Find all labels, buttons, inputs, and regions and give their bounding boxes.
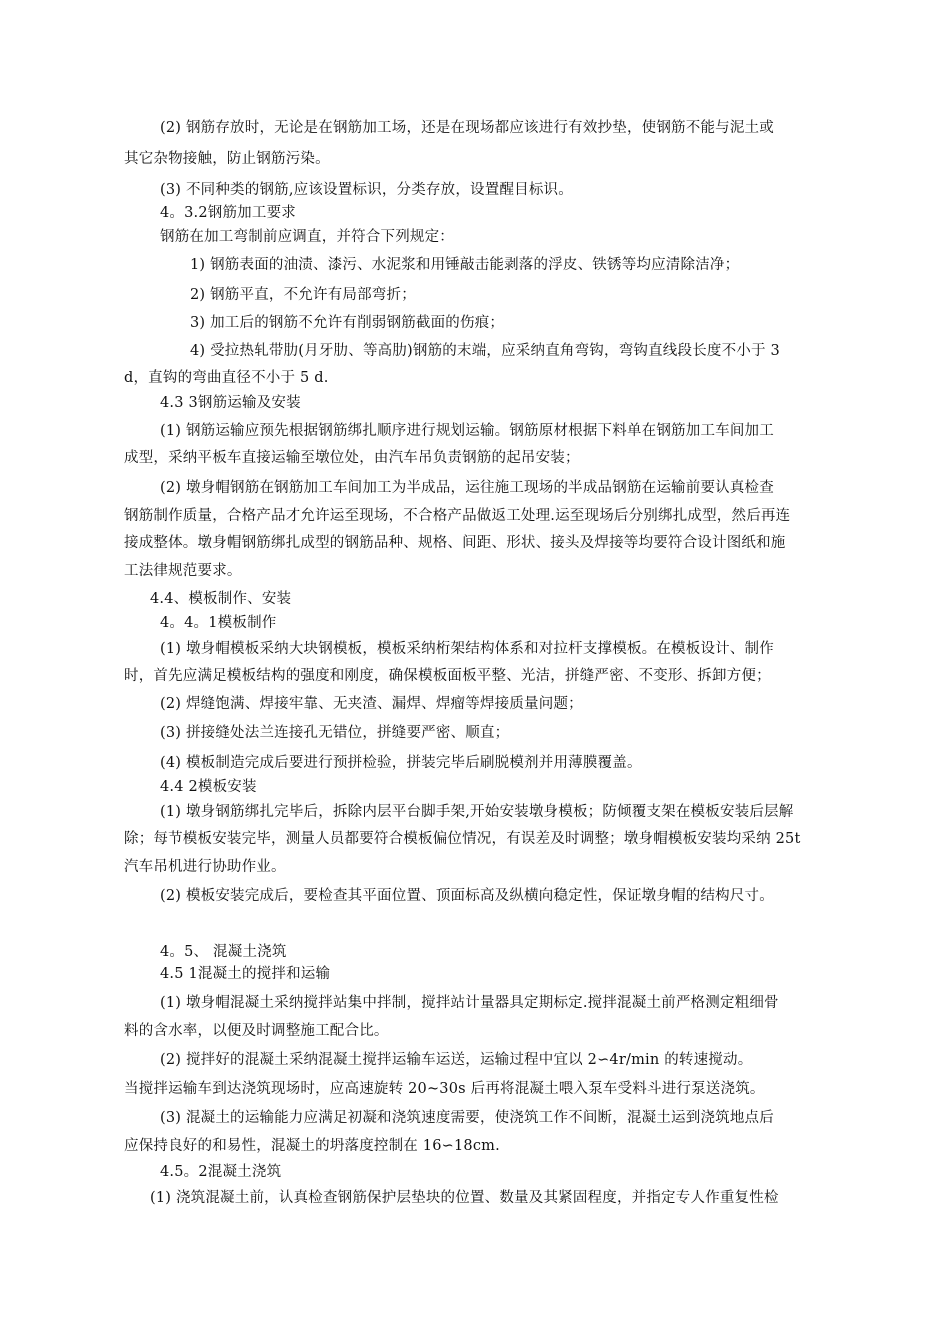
- paragraph-line: (3) 混凝土的运输能力应满足初凝和浇筑速度需要，使浇筑工作不间断，混凝土运到浇筑地点后: [160, 1110, 774, 1126]
- paragraph-line: 成型，采纳平板车直接运输至墩位处，由汽车吊负责钢筋的起吊安装；: [124, 450, 580, 466]
- paragraph-line: (2) 搅拌好的混凝土采纳混凝土搅拌运输车运送，运输过程中宜以 2∽4r/min 的转速搅动。: [160, 1052, 753, 1068]
- paragraph-line: d，直钩的弯曲直径不小于 5 d.: [124, 370, 329, 386]
- paragraph-line: (2) 钢筋存放时，无论是在钢筋加工场，还是在现场都应该进行有效抄垫，使钢筋不能与泥土或: [160, 120, 774, 136]
- paragraph-line: (1) 墩身帽混凝土采纳搅拌站集中拌制，搅拌站计量器具定期标定.搅拌混凝土前严格测定粗细骨: [160, 995, 779, 1011]
- paragraph-line: (3) 拼接缝处法兰连接孔无错位，拼缝要严密、顺直；: [160, 725, 510, 741]
- paragraph-line: 接成整体。墩身帽钢筋绑扎成型的钢筋品种、规格、间距、形状、接头及焊接等均要符合设计图纸和施: [124, 535, 786, 551]
- section-heading: 4。5、 混凝土浇筑: [160, 944, 287, 960]
- paragraph-line: 除；每节模板安装完毕，测量人员都要符合模板偏位情况，有误差及时调整；墩身帽模板安装均采纳 25t: [124, 831, 801, 847]
- section-heading: 4.3 3钢筋运输及安装: [160, 395, 301, 411]
- paragraph-line: 钢筋制作质量，合格产品才允许运至现场，不合格产品做返工处理.运至现场后分别绑扎成型，然后再连: [124, 508, 791, 524]
- section-heading: 4.5 1混凝土的搅拌和运输: [160, 966, 331, 982]
- paragraph-line: 工法律规范要求。: [124, 563, 242, 579]
- paragraph-line: (1) 钢筋运输应预先根据钢筋绑扎顺序进行规划运输。钢筋原材根据下料单在钢筋加工车间加工: [160, 423, 774, 439]
- paragraph-line: 其它杂物接触，防止钢筋污染。: [124, 151, 330, 167]
- paragraph-line: (2) 墩身帽钢筋在钢筋加工车间加工为半成品，运往施工现场的半成品钢筋在运输前要认真检查: [160, 480, 774, 496]
- paragraph-line: (2) 焊缝饱满、焊接牢靠、无夹渣、漏焊、焊瘤等焊接质量问题；: [160, 696, 583, 712]
- paragraph-line: (1) 墩身钢筋绑扎完毕后，拆除内层平台脚手架,开始安装墩身模板；防倾覆支架在模板安装后层解: [160, 804, 794, 820]
- paragraph-line: (3) 不同种类的钢筋,应该设置标识，分类存放，设置醒目标识。: [160, 182, 573, 198]
- list-item: 2) 钢筋平直，不允许有局部弯折；: [190, 287, 416, 303]
- list-item: 1) 钢筋表面的油渍、漆污、水泥浆和用锤敲击能剥落的浮皮、铁锈等均应清除洁净；: [190, 257, 740, 273]
- paragraph-line: 应保持良好的和易性，混凝土的坍落度控制在 16∽18cm.: [124, 1138, 500, 1154]
- paragraph-line: (1) 浇筑混凝土前，认真检查钢筋保护层垫块的位置、数量及其紧固程度，并指定专人作重复性检: [150, 1190, 779, 1206]
- paragraph-line: (4) 模板制造完成后要进行预拼检验，拼装完毕后刷脱模剂并用薄膜覆盖。: [160, 755, 642, 771]
- paragraph-line: 料的含水率，以便及时调整施工配合比。: [124, 1023, 389, 1039]
- list-item: 4) 受拉热轧带肋(月牙肋、等高肋)钢筋的末端，应采纳直角弯钩，弯钩直线段长度不小于 3: [190, 343, 780, 359]
- list-item: 3) 加工后的钢筋不允许有削弱钢筋截面的伤痕；: [190, 315, 505, 331]
- section-heading: 4.4、模板制作、安装: [150, 591, 292, 607]
- section-heading: 4。4。1模板制作: [160, 615, 277, 631]
- paragraph-line: 钢筋在加工弯制前应调直，并符合下列规定：: [160, 229, 454, 245]
- paragraph-line: (2) 模板安装完成后，要检查其平面位置、顶面标高及纵横向稳定性，保证墩身帽的结构尺寸。: [160, 888, 774, 904]
- section-heading: 4。3.2钢筋加工要求: [160, 205, 296, 221]
- paragraph-line: 当搅拌运输车到达浇筑现场时，应高速旋转 20~30s 后再将混凝土喂入泵车受料斗进行泵送浇筑。: [124, 1081, 765, 1097]
- section-heading: 4.5。2混凝土浇筑: [160, 1164, 282, 1180]
- paragraph-line: (1) 墩身帽模板采纳大块钢模板，模板采纳桁架结构体系和对拉杆支撑模板。在模板设计、制作: [160, 641, 774, 657]
- paragraph-line: 时，首先应满足模板结构的强度和刚度，确保模板面板平整、光洁，拼缝严密、不变形、拆卸方便；: [124, 668, 771, 684]
- section-heading: 4.4 2模板安装: [160, 779, 257, 795]
- paragraph-line: 汽车吊机进行协助作业。: [124, 859, 286, 875]
